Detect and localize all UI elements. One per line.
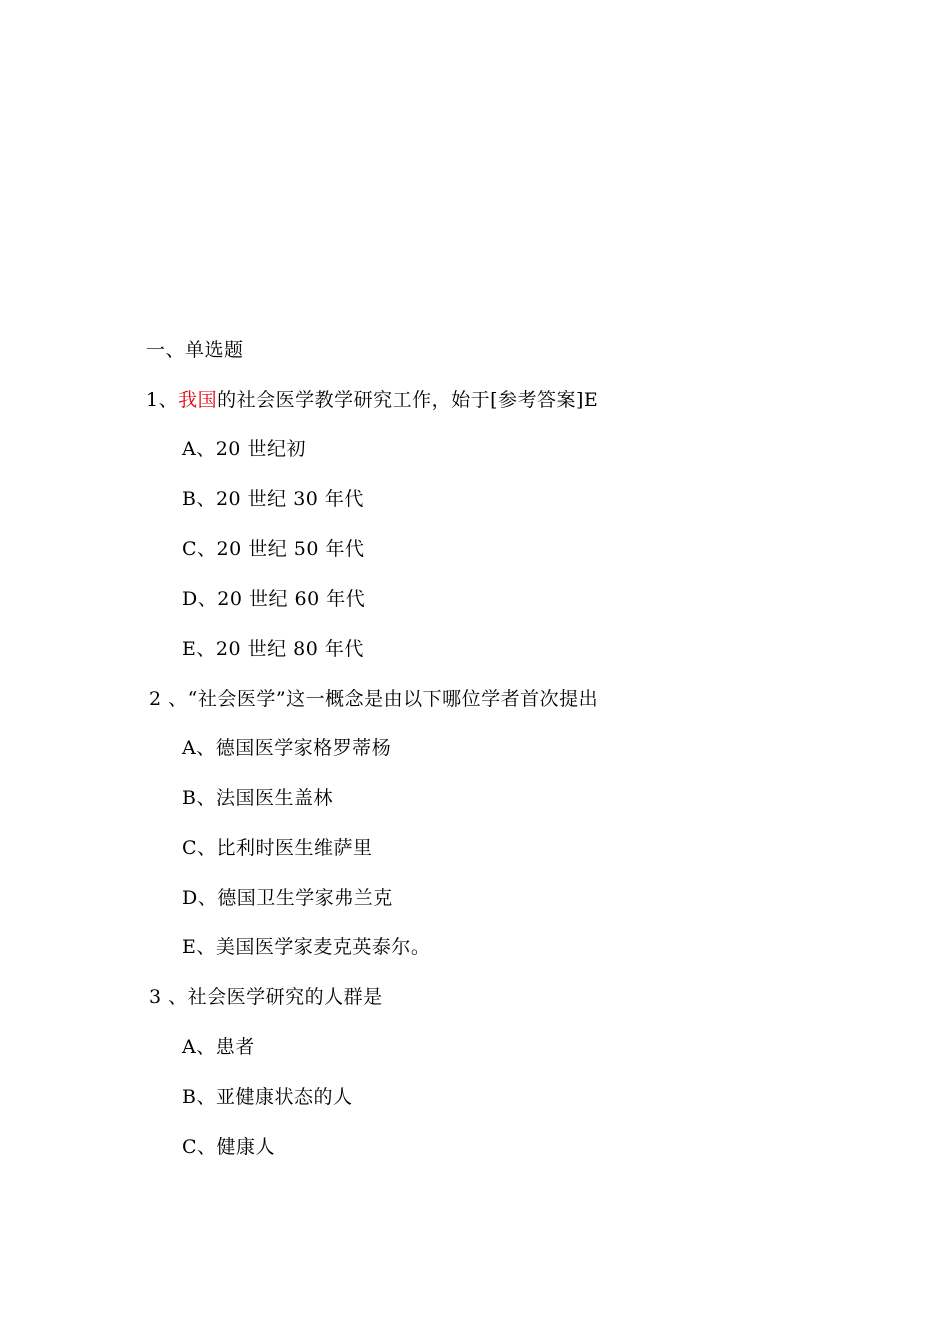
option-1d: D、20 世纪 60 年代 <box>182 588 366 610</box>
question-text: “社会医学”这一概念是由以下哪位学者首次提出 <box>187 688 599 710</box>
option-2c: C、比利时医生维萨里 <box>182 837 373 859</box>
option-3c: C、健康人 <box>182 1136 276 1158</box>
option-1c: C、20 世纪 50 年代 <box>182 538 365 560</box>
question-number: 1、 <box>146 389 179 411</box>
option-2d: D、德国卫生学家弗兰克 <box>182 887 393 909</box>
option-1b: B、20 世纪 30 年代 <box>182 488 364 510</box>
question-text: 社会医学研究的人群是 <box>187 986 383 1008</box>
question-number: 3 、 <box>149 986 188 1008</box>
question-1 <box>146 388 598 412</box>
question-2 <box>149 687 598 711</box>
section-title: 一、单选题 <box>146 339 244 361</box>
question-3 <box>149 985 383 1009</box>
question-number: 2 、 <box>149 688 188 710</box>
option-2a: A、德国医学家格罗蒂杨 <box>182 737 392 759</box>
option-3a: A、患者 <box>182 1036 255 1058</box>
option-3b: B、亚健康状态的人 <box>182 1086 353 1108</box>
option-1e: E、20 世纪 80 年代 <box>182 638 364 660</box>
option-1a: A、20 世纪初 <box>182 438 306 460</box>
question-text: 的社会医学教学研究工作，始于[参考答案]E <box>217 389 599 411</box>
question-highlight: 我国 <box>178 389 218 411</box>
option-2b: B、法国医生盖林 <box>182 787 333 809</box>
option-2e: E、美国医学家麦克英泰尔。 <box>182 936 431 958</box>
